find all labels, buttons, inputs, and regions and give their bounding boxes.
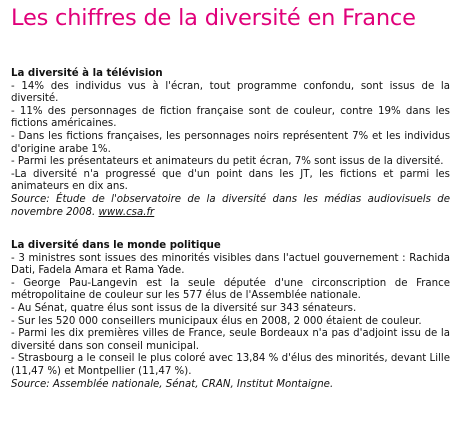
list-item: - Dans les fictions françaises, les personnages noirs représentent 7% et les individus d'origine arabe 1%. <box>11 130 450 155</box>
list-item: - Au Sénat, quatre élus sont issus de la diversité sur 343 sénateurs. <box>11 302 357 314</box>
list-item: - Sur les 520 000 conseillers municipaux élus en 2008, 2 000 étaient de couleur. <box>11 315 422 327</box>
list-item: - Strasbourg a le conseil le plus coloré avec 13,84 % d'élus des minorités, devant Lille (11,47 %) et Montpellier (11,47 %). <box>11 353 450 377</box>
list-item: -La diversité n'a progressé que d'un point dans les JT, les fictions et parmi les animateurs en dix ans. <box>11 168 450 193</box>
list-item: - George Pau-Langevin est la seule députée d'une circonscription de France métropolitaine de couleur sur les 577 élus de l'Assemblée nationale. <box>11 277 450 302</box>
section-politics-diversity <box>11 240 450 391</box>
source-note <box>11 194 450 219</box>
section-heading: La diversité à la télévision <box>11 68 163 79</box>
section-tv-diversity <box>11 68 450 219</box>
list-item: - Parmi les dix premières villes de France, seule Bordeaux n'a pas d'adjoint issu de la diversité dans son conseil municipal. <box>11 328 450 352</box>
list-item: - 3 ministres sont issues des minorités visibles dans l'actuel gouvernement : Rachida Dati, Fadela Amara et Rama Yade. <box>11 252 450 277</box>
list-item: - 11% des personnages de fiction française sont de couleur, contre 19% dans les fictions américaines. <box>11 105 450 130</box>
list-item: - Parmi les présentateurs et animateurs du petit écran, 7% sont issus de la diversité. <box>11 156 444 168</box>
page-title: Les chiffres de la diversité en France <box>11 5 416 31</box>
section-heading: La diversité dans le monde politique <box>11 240 221 251</box>
source-note: Source: Assemblée nationale, Sénat, CRAN, Institut Montaigne. <box>11 378 334 390</box>
source-text: Source: Étude de l'observatoire de la diversité dans les médias audiovisuels de novembre 2008. <box>11 193 450 218</box>
source-link[interactable]: www.csa.fr <box>98 206 155 218</box>
list-item: - 14% des individus vus à l'écran, tout programme confondu, sont issus de la diversité. <box>11 80 450 105</box>
